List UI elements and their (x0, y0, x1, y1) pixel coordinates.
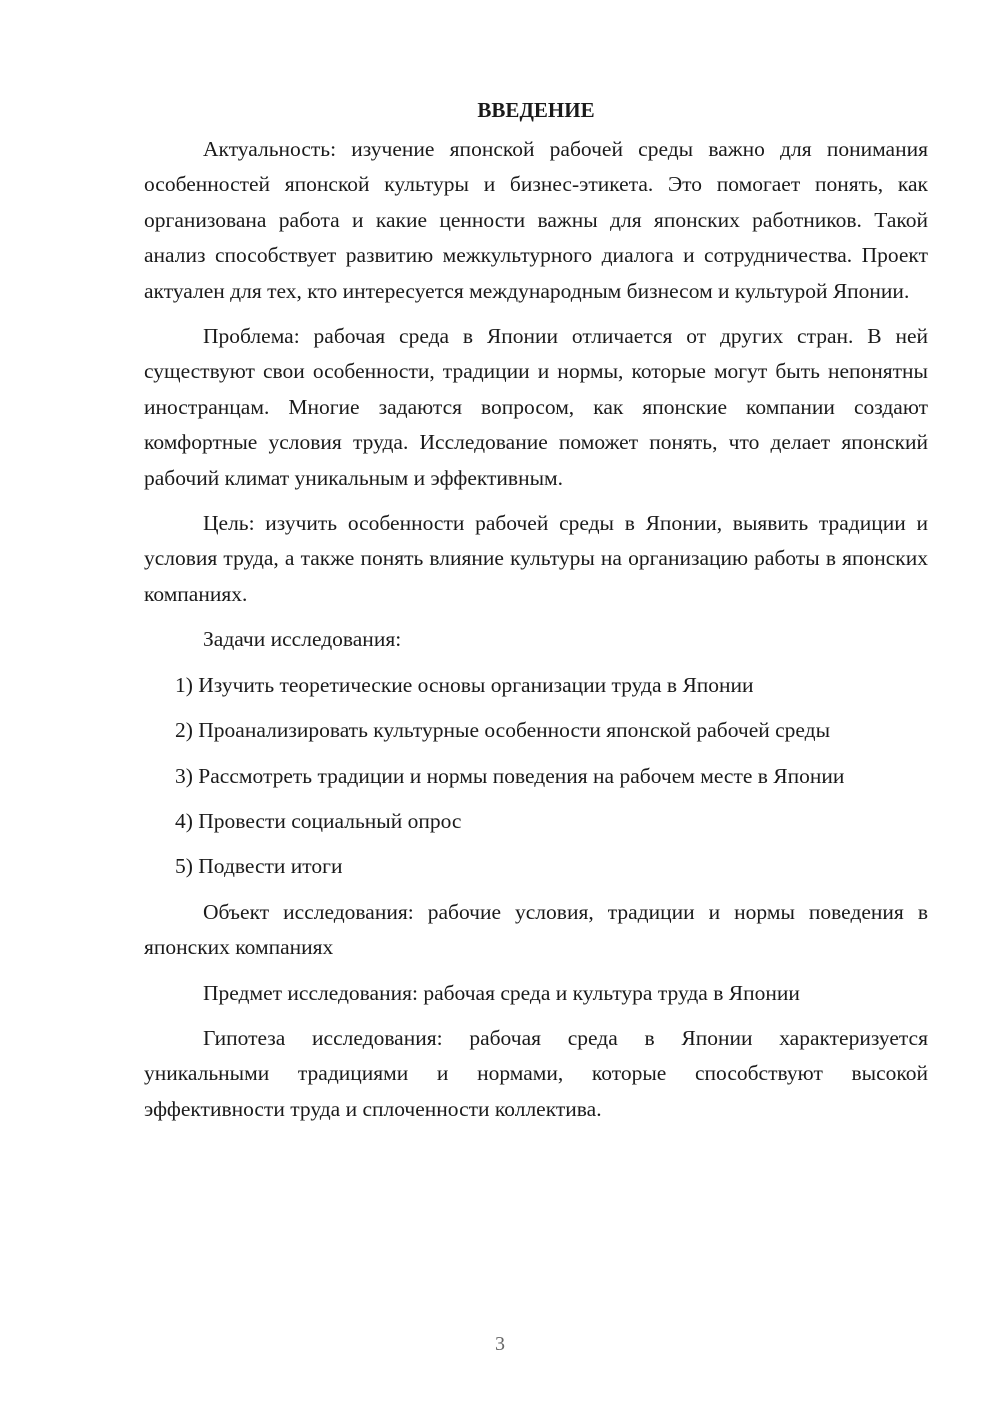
problem-paragraph: Проблема: рабочая среда в Японии отличается от других стран. В ней существуют свои особенности, традиции и нормы, которые могут быть непонятны иностранцам. Многие задаются вопросом, как японские компании создают комфортные условия труда. Исследование поможет понять, что делает японский рабочий климат уникальным и эффективным. (144, 324, 928, 490)
task-item-5: 5) Подвести итоги (175, 854, 343, 879)
tasks-heading: Задачи исследования: (203, 627, 402, 652)
object-paragraph: Объект исследования: рабочие условия, традиции и нормы поведения в японских компаниях (144, 899, 928, 960)
relevance-paragraph: Актуальность: изучение японской рабочей среды важно для понимания особенностей японской культуры и бизнес-этикета. Это помогает понять, как организована работа и какие ценности важны для японских работников. Такой анализ способствует развитию межкультурного диалога и сотрудничества. Проект актуален для тех, кто интересуется международным бизнесом и культурой Японии. (144, 137, 928, 303)
task-item-1: 1) Изучить теоретические основы организации труда в Японии (175, 672, 754, 697)
subject-paragraph: Предмет исследования: рабочая среда и культура труда в Японии (203, 980, 800, 1005)
page-title: ВВЕДЕНИЕ (477, 98, 595, 122)
document-page (144, 92, 928, 1137)
task-item-3: 3) Рассмотреть традиции и нормы поведения на рабочем месте в Японии (175, 763, 845, 788)
page-number: 3 (495, 1333, 505, 1355)
task-item-4: 4) Провести социальный опрос (175, 808, 462, 833)
goal-paragraph: Цель: изучить особенности рабочей среды в Японии, выявить традиции и условия труда, а также понять влияние культуры на организацию работы в японских компаниях. (144, 511, 928, 606)
task-item-2: 2) Проанализировать культурные особенности японской рабочей среды (175, 718, 831, 743)
hypothesis-paragraph: Гипотеза исследования: рабочая среда в Японии характеризуется уникальными традициями и нормами, которые способствуют высокой эффективности труда и сплоченности коллектива. (144, 1025, 928, 1121)
